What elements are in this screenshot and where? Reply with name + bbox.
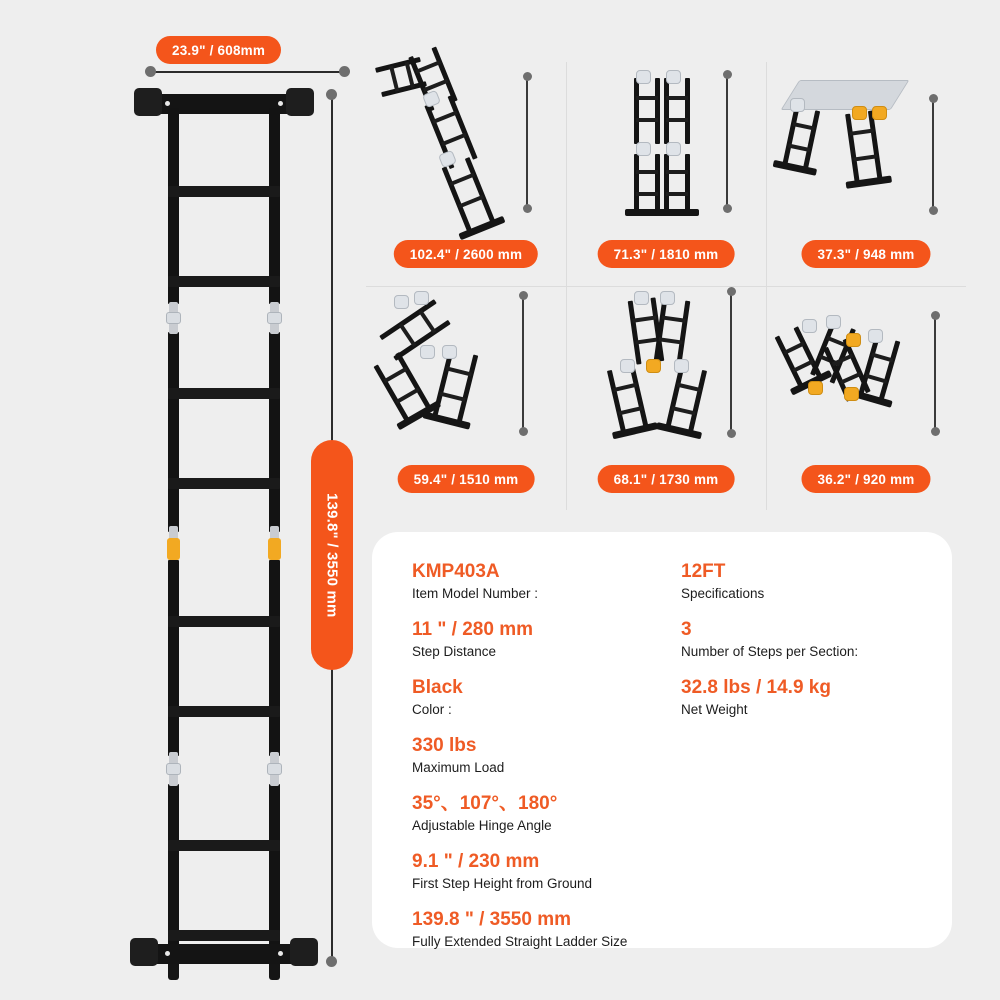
cell-measure-dot: [929, 206, 938, 215]
spec-item-specifications: [681, 560, 926, 603]
config-badge-leaning-a-frame: 59.4" / 1510 mm: [398, 465, 535, 493]
spec-value: 32.8 lbs / 14.9 kg: [681, 676, 831, 698]
spec-column-left: [412, 560, 669, 966]
config-badge-a-frame-step-ladder: 68.1" / 1730 mm: [598, 465, 735, 493]
ladder-top-cap-left: [134, 88, 162, 116]
ladder-hinge-locked: [267, 526, 282, 562]
width-measure-dot-left: [145, 66, 156, 77]
ladder-rail-left: [168, 108, 179, 304]
height-dimension-badge: 139.8" / 3550 mm: [311, 440, 353, 670]
ladder-foot-right: [269, 964, 280, 980]
cell-measure-line: [726, 74, 728, 208]
spec-value: 3: [681, 618, 692, 640]
cell-measure-dot: [931, 427, 940, 436]
spec-item-step-distance: [412, 618, 669, 661]
spec-item-maximum-load: [412, 734, 669, 777]
thumbnail-leaning-a-frame: [376, 293, 526, 453]
ladder-rung: [168, 186, 280, 197]
ladder-bottom-cap-left: [130, 938, 158, 966]
spec-label: Color :: [412, 701, 452, 717]
ladder-bottom-cap-right: [290, 938, 318, 966]
ladder-rail-right: [269, 332, 280, 532]
cell-measure-dot: [727, 287, 736, 296]
ladder-rung: [168, 388, 280, 399]
cell-measure-dot: [727, 429, 736, 438]
ladder-rail-left: [168, 560, 179, 756]
spec-value: 35°、107°、180°: [412, 792, 558, 814]
spec-item-first-step-height: [412, 850, 669, 893]
cell-measure-dot: [723, 70, 732, 79]
spec-item-net-weight: [681, 676, 926, 719]
cell-measure-line: [526, 76, 528, 208]
cell-measure-line: [934, 315, 936, 431]
spec-label: Fully Extended Straight Ladder Size: [412, 933, 628, 949]
spec-label: Number of Steps per Section:: [681, 643, 859, 659]
width-measure-dot-right: [339, 66, 350, 77]
ladder-rung: [168, 706, 280, 717]
config-badge-scaffold-platform: 37.3" / 948 mm: [801, 240, 930, 268]
cell-measure-line: [730, 291, 732, 433]
ladder-rail-right: [269, 108, 280, 304]
spec-item-extended-size: [412, 908, 669, 951]
config-cell-folded-upright-ladder: [566, 62, 766, 286]
spec-label: Maximum Load: [412, 759, 505, 775]
config-badge-low-scaffold-bench: 36.2" / 920 mm: [801, 465, 930, 493]
ladder-hinge: [166, 302, 181, 334]
ladder-rail-left: [168, 332, 179, 532]
cell-measure-dot: [519, 427, 528, 436]
width-measure-line: [150, 71, 345, 73]
cell-measure-line: [522, 295, 524, 431]
cell-measure-dot: [519, 291, 528, 300]
spec-label: Net Weight: [681, 701, 748, 717]
cell-measure-dot: [931, 311, 940, 320]
ladder-hinge: [166, 752, 181, 786]
ladder-top-bar: [138, 94, 310, 114]
config-cell-extended-straight-ladder: [366, 62, 566, 286]
spec-item-model-number: [412, 560, 669, 603]
ladder-rung: [168, 840, 280, 851]
ladder-bottom-bar: [138, 944, 310, 964]
spec-label: First Step Height from Ground: [412, 875, 593, 891]
width-dimension-badge: 23.9" / 608mm: [156, 36, 281, 64]
configuration-grid: [366, 62, 966, 510]
spec-item-hinge-angle: [412, 792, 669, 835]
specifications-card: [372, 532, 952, 948]
cell-measure-dot: [523, 72, 532, 81]
config-cell-a-frame-step-ladder: [566, 287, 766, 511]
height-measure-dot-bottom: [326, 956, 337, 967]
ladder-hinge: [267, 752, 282, 786]
config-cell-scaffold-platform: [766, 62, 966, 286]
ladder-hinge: [267, 302, 282, 334]
spec-label: Specifications: [681, 585, 765, 601]
cell-measure-dot: [929, 94, 938, 103]
ladder-rung: [168, 616, 280, 627]
cell-measure-dot: [523, 204, 532, 213]
ladder-rung: [168, 478, 280, 489]
thumbnail-folded-upright-ladder: [588, 68, 738, 228]
ladder-top-cap-right: [286, 88, 314, 116]
ladder-bolt: [278, 951, 283, 956]
thumbnail-scaffold-platform: [776, 68, 926, 228]
config-cell-leaning-a-frame: [366, 287, 566, 511]
spec-value: Black: [412, 676, 463, 698]
ladder-rung: [168, 276, 280, 287]
spec-value: 330 lbs: [412, 734, 477, 756]
spec-value: 12FT: [681, 561, 726, 582]
ladder-illustration: [138, 88, 310, 968]
spec-item-steps-per-section: [681, 618, 926, 661]
spec-column-right: [669, 560, 926, 966]
spec-value: 139.8 " / 3550 mm: [412, 908, 572, 930]
ladder-bolt: [165, 101, 170, 106]
cell-measure-line: [932, 98, 934, 210]
thumbnail-low-scaffold-bench: [772, 293, 922, 453]
cell-measure-dot: [723, 204, 732, 213]
height-measure-dot-top: [326, 89, 337, 100]
spec-label: Step Distance: [412, 643, 497, 659]
thumbnail-a-frame-step-ladder: [584, 293, 734, 453]
spec-label: Adjustable Hinge Angle: [412, 817, 552, 833]
ladder-bolt: [165, 951, 170, 956]
ladder-foot-left: [168, 964, 179, 980]
ladder-hinge-locked: [166, 526, 181, 562]
thumbnail-extended-straight-ladder: [380, 68, 530, 228]
ladder-rail-right: [269, 560, 280, 756]
spec-value: 9.1 " / 230 mm: [412, 850, 540, 872]
spec-value: 11 " / 280 mm: [412, 618, 533, 640]
config-cell-low-scaffold-bench: [766, 287, 966, 511]
config-badge-extended-straight-ladder: 102.4" / 2600 mm: [394, 240, 538, 268]
spec-value: KMP403A: [412, 561, 500, 582]
spec-label: Item Model Number :: [412, 585, 539, 601]
ladder-rung: [168, 930, 280, 941]
ladder-bolt: [278, 101, 283, 106]
spec-item-color: [412, 676, 669, 719]
config-badge-folded-upright-ladder: 71.3" / 1810 mm: [598, 240, 735, 268]
